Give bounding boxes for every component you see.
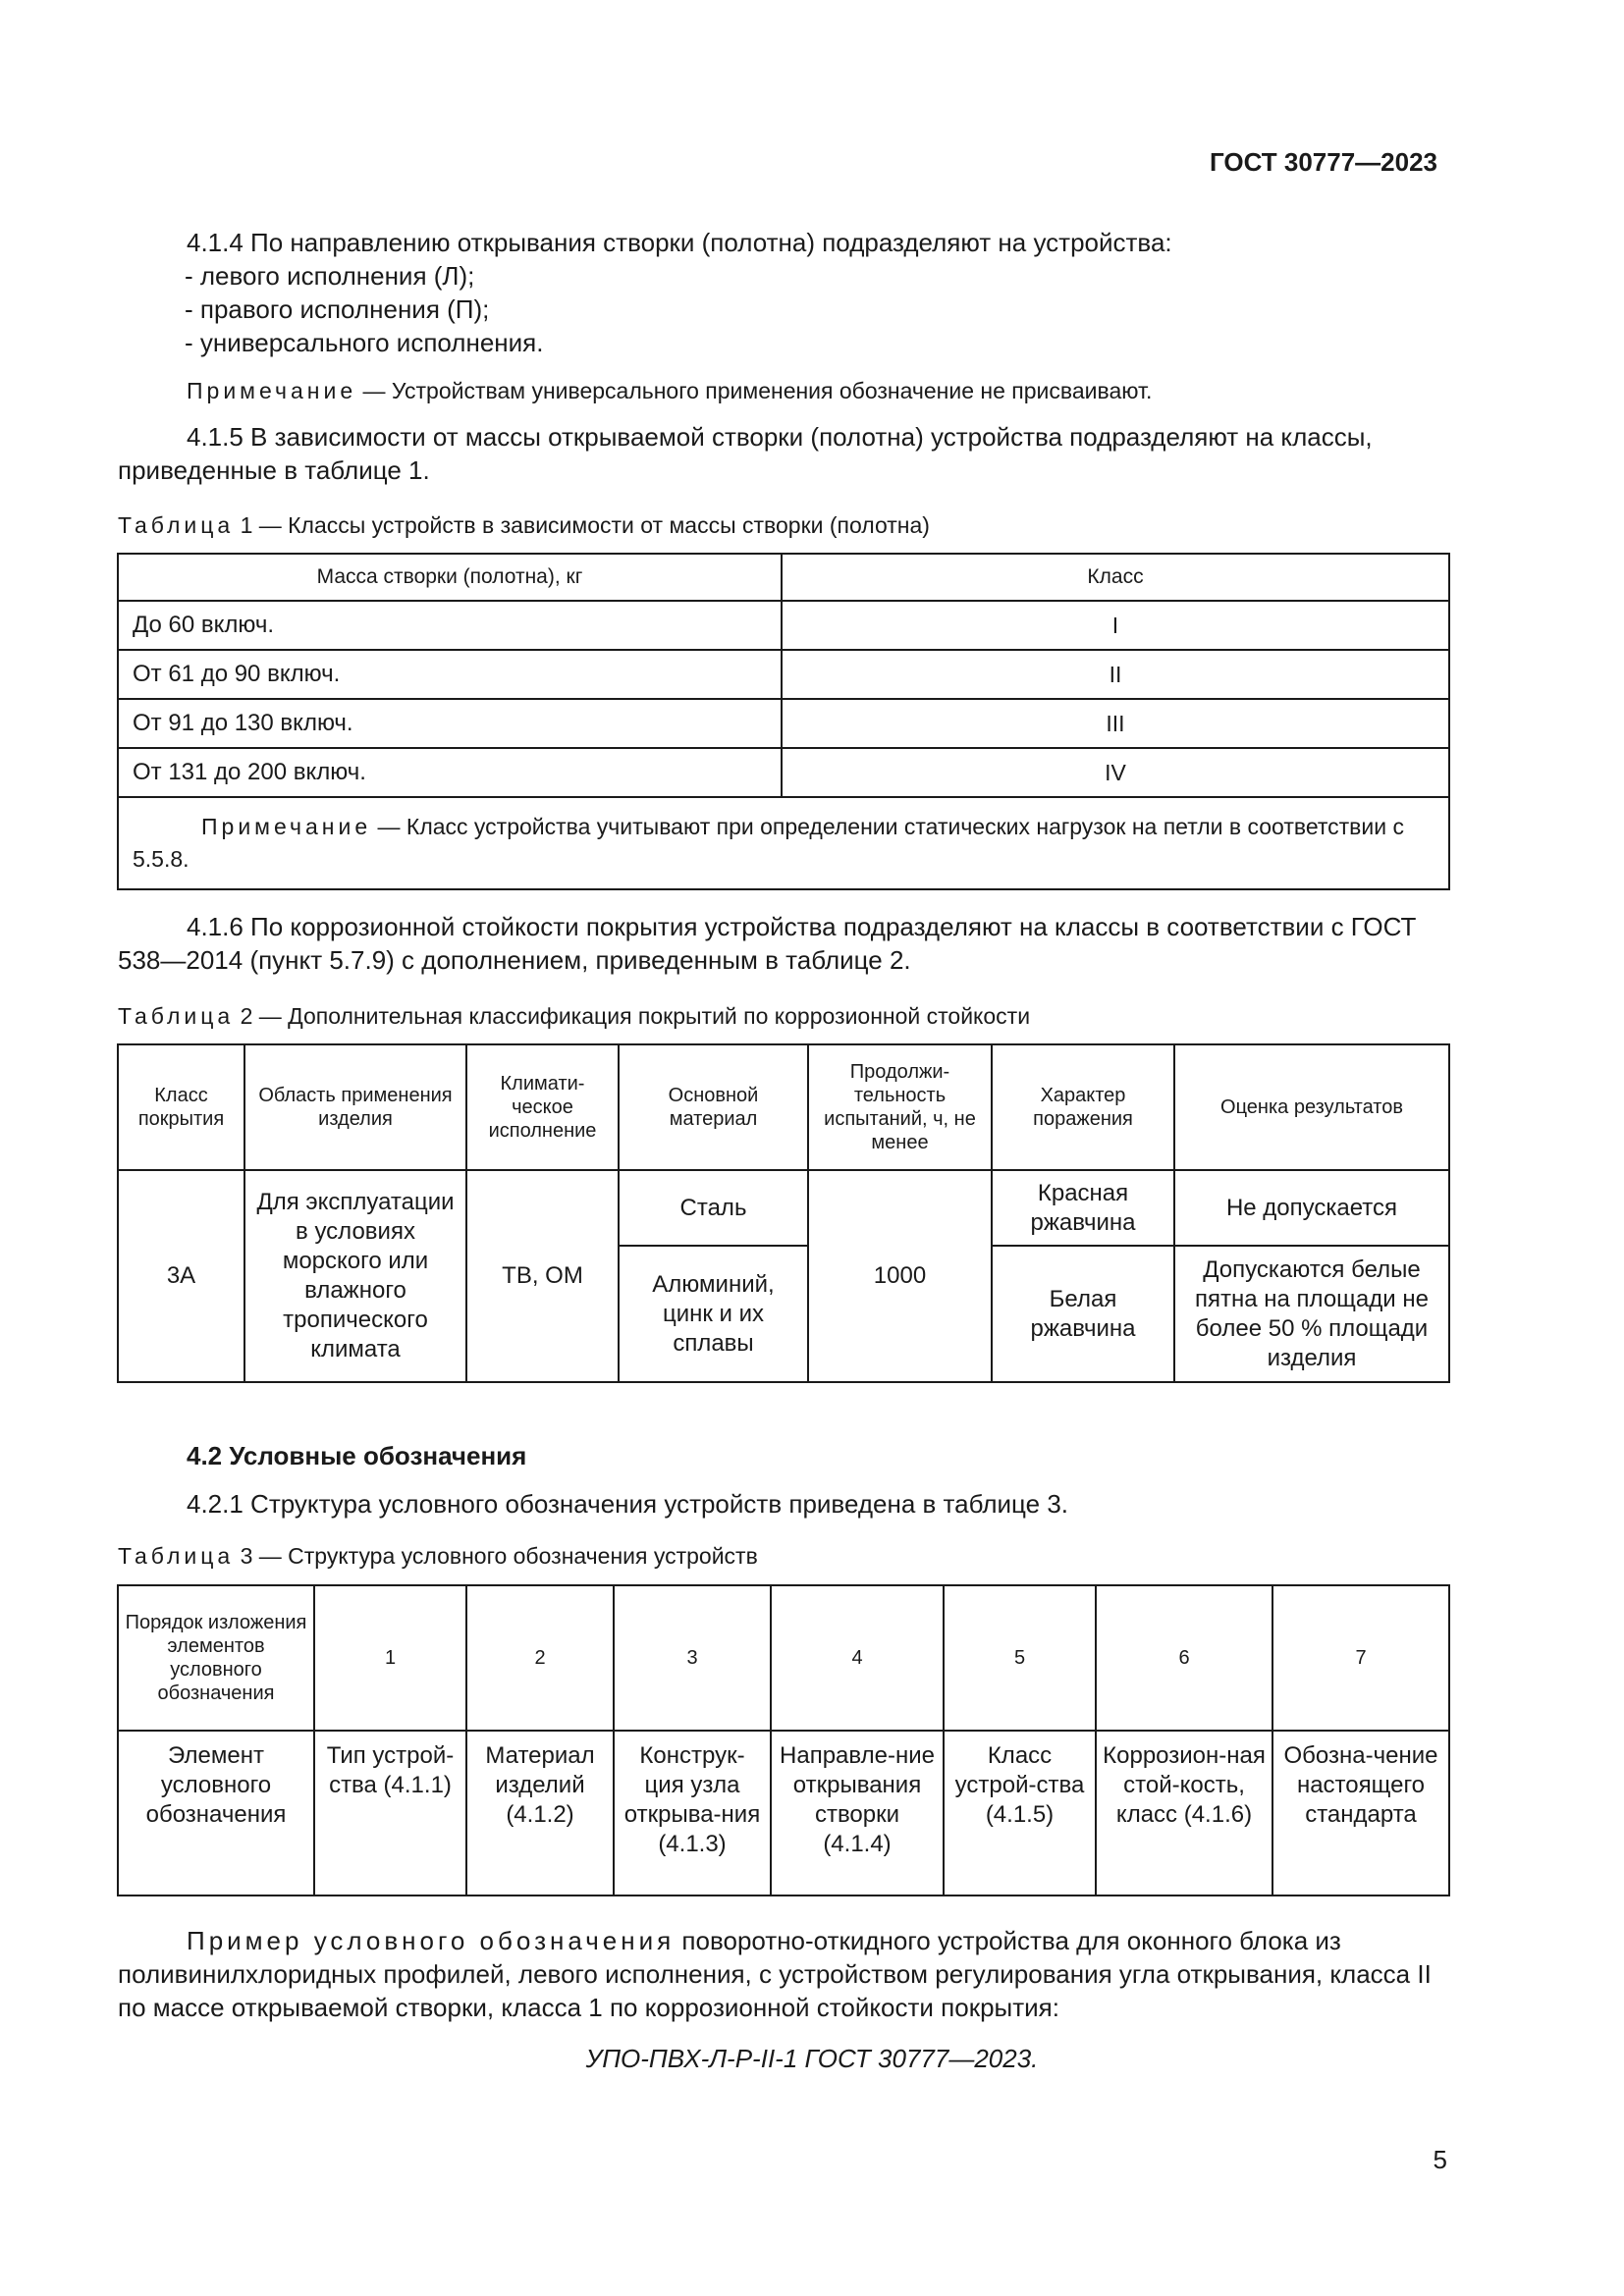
note-label: Примечание (187, 378, 357, 403)
table-1 (117, 553, 1450, 890)
table1-note (118, 797, 1449, 889)
table-row (118, 699, 1449, 748)
paragraph-4-1-6: 4.1.6 По коррозионной стойкости покрытия устройства подразделяют на классы в соответствии с ГОСТ 538—2014 (пункт 5.7.9) с дополнением, приведенным в таблице 2. (118, 912, 1417, 975)
column-header: Климати-ческое исполнение (466, 1044, 619, 1170)
result-cell: Не допускается (1174, 1170, 1449, 1246)
example-text: поворотно-откидного устройства для оконного блока из поливинилхлоридных профилей, левого исполнения, с устройством регулирования угла открывания, класса II по массе открываемой створки, класса 1 по коррозионной стойкости покрытия: (118, 1926, 1432, 2022)
paragraph-4-1-5: 4.1.5 В зависимости от массы открываемой створки (полотна) устройства подразделяют на классы, приведенные в таблице 1. (118, 422, 1373, 485)
element-cell: Конструк-ция узла открыва-ния (4.1.3) (614, 1731, 771, 1896)
column-header: Масса створки (полотна), кг (118, 554, 782, 601)
column-header: Оценка результатов (1174, 1044, 1449, 1170)
table-2 (117, 1043, 1450, 1383)
class-cell: I (782, 601, 1449, 650)
note-label: Примечание (201, 814, 372, 839)
list-item: - левого исполнения (Л); (185, 261, 475, 291)
caption-text: 1 — Классы устройств в зависимости от массы створки (полотна) (234, 512, 930, 538)
example-designation: УПО-ПВХ-Л-Р-II-1 ГОСТ 30777—2023. (585, 2044, 1039, 2073)
note-text: — Класс устройства учитывают при определении статических нагрузок на петли в соответствии с 5.5.8. (133, 814, 1404, 872)
column-header: Основной материал (619, 1044, 808, 1170)
mass-cell: От 61 до 90 включ. (118, 650, 782, 699)
element-cell: Материал изделий (4.1.2) (466, 1731, 614, 1896)
column-number: 4 (771, 1585, 944, 1731)
paragraph-4-1-4: 4.1.4 По направлению открывания створки (полотна) подразделяют на устройства: (187, 228, 1172, 257)
caption-label: Таблица (118, 512, 235, 538)
material-cell: Сталь (619, 1170, 808, 1246)
paragraph-4-2-1: 4.2.1 Структура условного обозначения устройств приведена в таблице 3. (187, 1489, 1069, 1519)
column-number: 5 (944, 1585, 1096, 1731)
list-item: - универсального исполнения. (185, 328, 544, 357)
column-header: Область применения изделия (244, 1044, 466, 1170)
column-header: Продолжи-тельность испытаний, ч, не менее (808, 1044, 992, 1170)
table-row (118, 650, 1449, 699)
climate-cell: ТВ, ОМ (466, 1170, 619, 1382)
column-number: 7 (1272, 1585, 1449, 1731)
damage-cell: Красная ржавчина (992, 1170, 1174, 1246)
table3-caption (118, 1541, 758, 1571)
caption-text: 2 — Дополнительная классификация покрытий по коррозионной стойкости (234, 1003, 1031, 1029)
table-row (118, 601, 1449, 650)
element-cell: Коррозион-ная стой-кость, класс (4.1.6) (1096, 1731, 1272, 1896)
example-paragraph (118, 1924, 1443, 2024)
result-cell: Допускаются белые пятна на площади не более 50 % площади изделия (1174, 1246, 1449, 1382)
class-cell: III (782, 699, 1449, 748)
column-header: Порядок изложения элементов условного обозначения (118, 1585, 314, 1731)
class-cell: II (782, 650, 1449, 699)
column-number: 2 (466, 1585, 614, 1731)
table1-caption (118, 510, 930, 540)
column-header: Класс покрытия (118, 1044, 244, 1170)
mass-cell: От 131 до 200 включ. (118, 748, 782, 797)
example-label: Пример условного обозначения (187, 1926, 676, 1955)
note-text: — Устройствам универсального применения обозначение не присваивают. (356, 378, 1153, 403)
element-cell: Класс устрой-ства (4.1.5) (944, 1731, 1096, 1896)
mass-cell: От 91 до 130 включ. (118, 699, 782, 748)
coating-class-cell: 3А (118, 1170, 244, 1382)
caption-text: 3 — Структура условного обозначения устройств (234, 1543, 758, 1569)
table-3 (117, 1584, 1450, 1896)
row-label-cell: Элемент условного обозначения (118, 1731, 314, 1896)
caption-label: Таблица (118, 1543, 235, 1569)
table-row (118, 748, 1449, 797)
table2-caption (118, 1001, 1030, 1031)
table-row (118, 1170, 1449, 1246)
element-cell: Направле-ние открывания створки (4.1.4) (771, 1731, 944, 1896)
caption-label: Таблица (118, 1003, 235, 1029)
column-header: Класс (782, 554, 1449, 601)
note-4-1-4 (187, 376, 1152, 405)
application-area-cell: Для эксплуатации в условиях морского или влажного тропического климата (244, 1170, 466, 1382)
list-item: - правого исполнения (П); (185, 294, 490, 324)
table-row (118, 1731, 1449, 1896)
element-cell: Обозна-чение настоящего стандарта (1272, 1731, 1449, 1896)
table-header-row (118, 1585, 1449, 1731)
page-number: 5 (1433, 2145, 1447, 2174)
column-number: 6 (1096, 1585, 1272, 1731)
table-header-row (118, 554, 1449, 601)
damage-cell: Белая ржавчина (992, 1246, 1174, 1382)
class-cell: IV (782, 748, 1449, 797)
column-number: 1 (314, 1585, 466, 1731)
column-header: Характер поражения (992, 1044, 1174, 1170)
column-number: 3 (614, 1585, 771, 1731)
material-cell: Алюминий, цинк и их сплавы (619, 1246, 808, 1382)
section-heading-4-2: 4.2 Условные обозначения (187, 1441, 527, 1470)
duration-cell: 1000 (808, 1170, 992, 1382)
table-header-row (118, 1044, 1449, 1170)
mass-cell: До 60 включ. (118, 601, 782, 650)
table-note-row (118, 797, 1449, 889)
document-code-header: ГОСТ 30777—2023 (1210, 147, 1437, 177)
element-cell: Тип устрой-ства (4.1.1) (314, 1731, 466, 1896)
